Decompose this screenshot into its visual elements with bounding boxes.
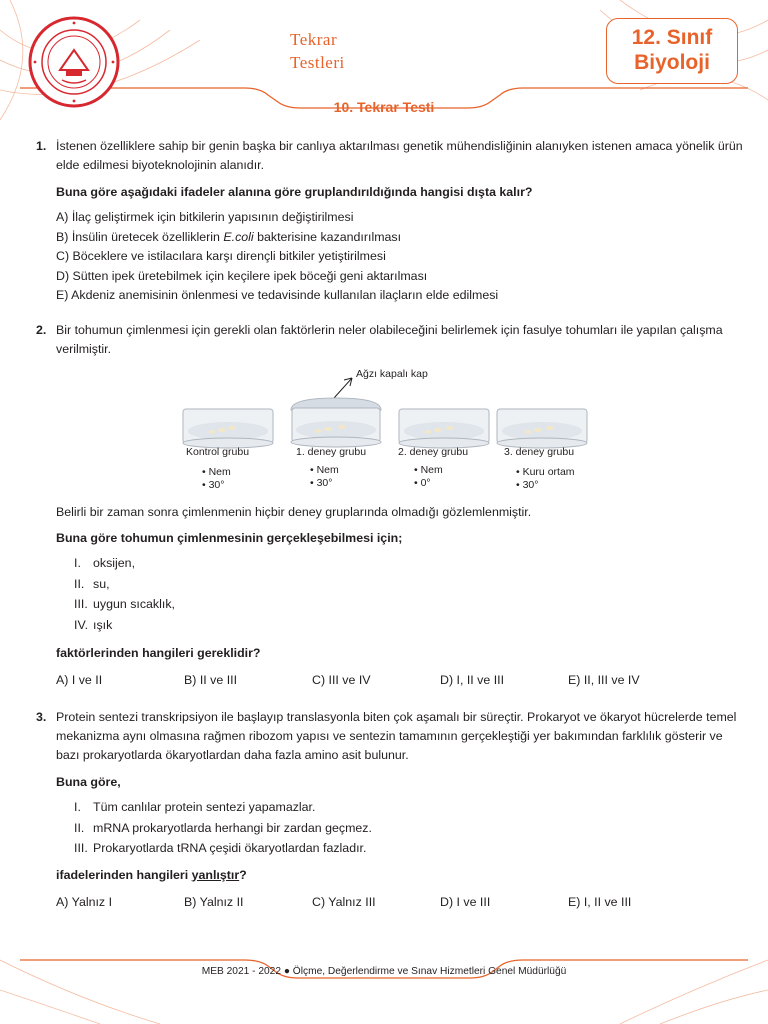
statement-numeral: III. (74, 597, 88, 611)
option-d[interactable]: D) Sütten ipek üretebilmek için keçilere ipek böceği geni aktarılması (56, 268, 428, 283)
grade-subject-box (606, 18, 738, 84)
statement-item (74, 574, 736, 595)
question-prompt: Buna göre tohumun çimlenmesinin gerçekleşebilmesi için; (56, 531, 403, 545)
statement-numeral: III. (74, 841, 88, 855)
question-tail: faktörlerinden hangileri gereklidir? (56, 646, 261, 660)
petri-dish-lidded (290, 394, 382, 450)
condition: • Kuru ortam (516, 466, 575, 478)
condition: • 30° (310, 476, 333, 489)
condition: • Nem (310, 464, 339, 476)
question-number: 3. (36, 710, 47, 724)
choice-d[interactable]: D) I, II ve III (440, 673, 505, 687)
choice-d[interactable]: D) I ve III (440, 894, 491, 909)
statement-item (74, 553, 736, 574)
statement-item (74, 838, 748, 859)
petri-dish-control (182, 403, 274, 451)
statement-item (74, 615, 736, 636)
choice-a[interactable]: A) I ve II (56, 673, 103, 687)
subject-label: Biyoloji (634, 51, 710, 74)
question-tail-underlined: yanlıştır (191, 867, 240, 882)
choice-c[interactable]: C) Yalnız III (312, 894, 376, 909)
condition: • 30° (516, 478, 539, 491)
statement-numeral: I. (74, 800, 81, 814)
grade-label: 12. Sınıf (631, 26, 713, 49)
statement-text: oksijen, (93, 556, 136, 570)
experiment-figure (180, 368, 600, 498)
lid-label: Ağzı kapalı kap (356, 368, 428, 380)
option-b-italic: E.coli (223, 229, 254, 244)
question-tail-text: ifadelerinden hangileri (56, 867, 192, 882)
condition: • 30° (202, 478, 225, 491)
statement-text: uygun sıcaklık, (93, 597, 175, 611)
group-label: 1. deney grubu (296, 446, 367, 458)
group-label: 2. deney grubu (398, 446, 469, 458)
statement-text: mRNA prokaryotlarda herhangi bir zardan geçmez. (93, 820, 372, 835)
observation-text: Belirli bir zaman sonra çimlenmenin hiçbir deney gruplarında olmadığı gözlemlenmiştir. (56, 505, 532, 519)
choice-e[interactable]: E) II, III ve IV (568, 673, 640, 687)
answer-choices (56, 671, 736, 690)
option-b-text-end: bakterisine kazandırılması (253, 229, 402, 244)
option-c[interactable]: C) Böceklere ve istilacılara karşı dirençli bitkiler yetiştirilmesi (56, 249, 386, 263)
series-title (290, 28, 380, 74)
statement-item (74, 818, 748, 839)
group-conditions (202, 466, 231, 491)
choice-b[interactable]: B) Yalnız II (184, 894, 244, 909)
question-tail (56, 866, 748, 885)
group-label: 3. deney grubu (504, 446, 575, 458)
meb-logo (26, 14, 122, 110)
question-prompt: Buna göre aşağıdaki ifadeler alanına göre gruplandırıldığında hangisi dışta kalır? (56, 185, 533, 199)
question-stem: İstenen özelliklere sahip bir genin başka bir canlıya aktarılması genetik mühendisliğinin alanıyken istenen amaca yönelik ürün elde edilmesi biyoteknolojinin alanıdır. (56, 139, 743, 172)
group-conditions (414, 464, 443, 489)
question-stem: Protein sentezi transkripsiyon ile başlayıp translasyonla biten çok aşamalı bir süreçtir. Prokaryot ve ökaryot hücrelerde temel mekanizma aynı olmasına rağmen ribozom yapısı ve sentezin tamamının gerçekleştiği yer bakımından farklılık gösterir ve bazı prokaryotlarda ökaryotlardan daha fazla amino asit bulunur. (56, 710, 737, 762)
footer-text: MEB 2021 - 2022 ● Ölçme, Değerlendirme ve Sınav Hizmetleri Genel Müdürlüğü (201, 966, 567, 977)
question-2 (36, 321, 748, 367)
option-b-text: B) İnsülin üretecek özelliklerin (56, 229, 224, 244)
statement-numeral: II. (74, 820, 85, 835)
group-conditions (516, 466, 575, 491)
question-number: 2. (36, 323, 47, 337)
option-b[interactable] (56, 228, 748, 248)
choice-a[interactable]: A) Yalnız I (56, 894, 113, 909)
choice-e[interactable]: E) I, II ve III (568, 894, 632, 909)
choice-c[interactable]: C) III ve IV (312, 673, 371, 687)
statement-text: Tüm canlılar protein sentezi yapamazlar. (93, 800, 316, 814)
petri-dish-cold (398, 403, 490, 451)
petri-dish-dry (496, 403, 588, 451)
statement-numeral: IV. (74, 617, 89, 632)
test-title: 10. Tekrar Testi (333, 99, 435, 115)
statement-numeral: I. (74, 556, 81, 570)
question-stem: Bir tohumun çimlenmesi için gerekli olan faktörlerin neler olabileceğini belirlemek için fasulye tohumları ile yapılan çalışma verilmiştir. (56, 323, 723, 356)
option-e[interactable]: E) Akdeniz anemisinin önlenmesi ve tedavisinde kullanılan ilaçların elde edilmesi (56, 288, 499, 302)
group-conditions (310, 464, 339, 489)
statement-item (74, 594, 736, 615)
question-number: 1. (36, 139, 47, 153)
statement-numeral: II. (74, 576, 85, 591)
statement-item (74, 797, 748, 818)
question-3 (36, 708, 748, 912)
statement-text: su, (93, 576, 110, 591)
question-1 (36, 137, 748, 306)
question-tail-mark: ? (239, 867, 247, 882)
group-label: Kontrol grubu (186, 446, 250, 458)
statement-text: ışık (93, 617, 113, 632)
condition: • Nem (414, 464, 443, 476)
condition: • 0° (414, 476, 431, 489)
choice-b[interactable]: B) II ve III (184, 673, 238, 687)
answer-choices (56, 893, 748, 912)
question-prompt: Buna göre, (56, 775, 121, 789)
statement-text: Prokaryotlarda tRNA çeşidi ökaryotlardan fazladır. (93, 841, 367, 855)
question-2-continued (36, 503, 736, 690)
option-a[interactable]: A) İlaç geliştirmek için bitkilerin yapısının değiştirilmesi (56, 210, 354, 224)
series-title-line1: Tekrar (290, 30, 338, 49)
condition: • Nem (202, 466, 231, 478)
series-title-line2: Testleri (290, 53, 345, 72)
